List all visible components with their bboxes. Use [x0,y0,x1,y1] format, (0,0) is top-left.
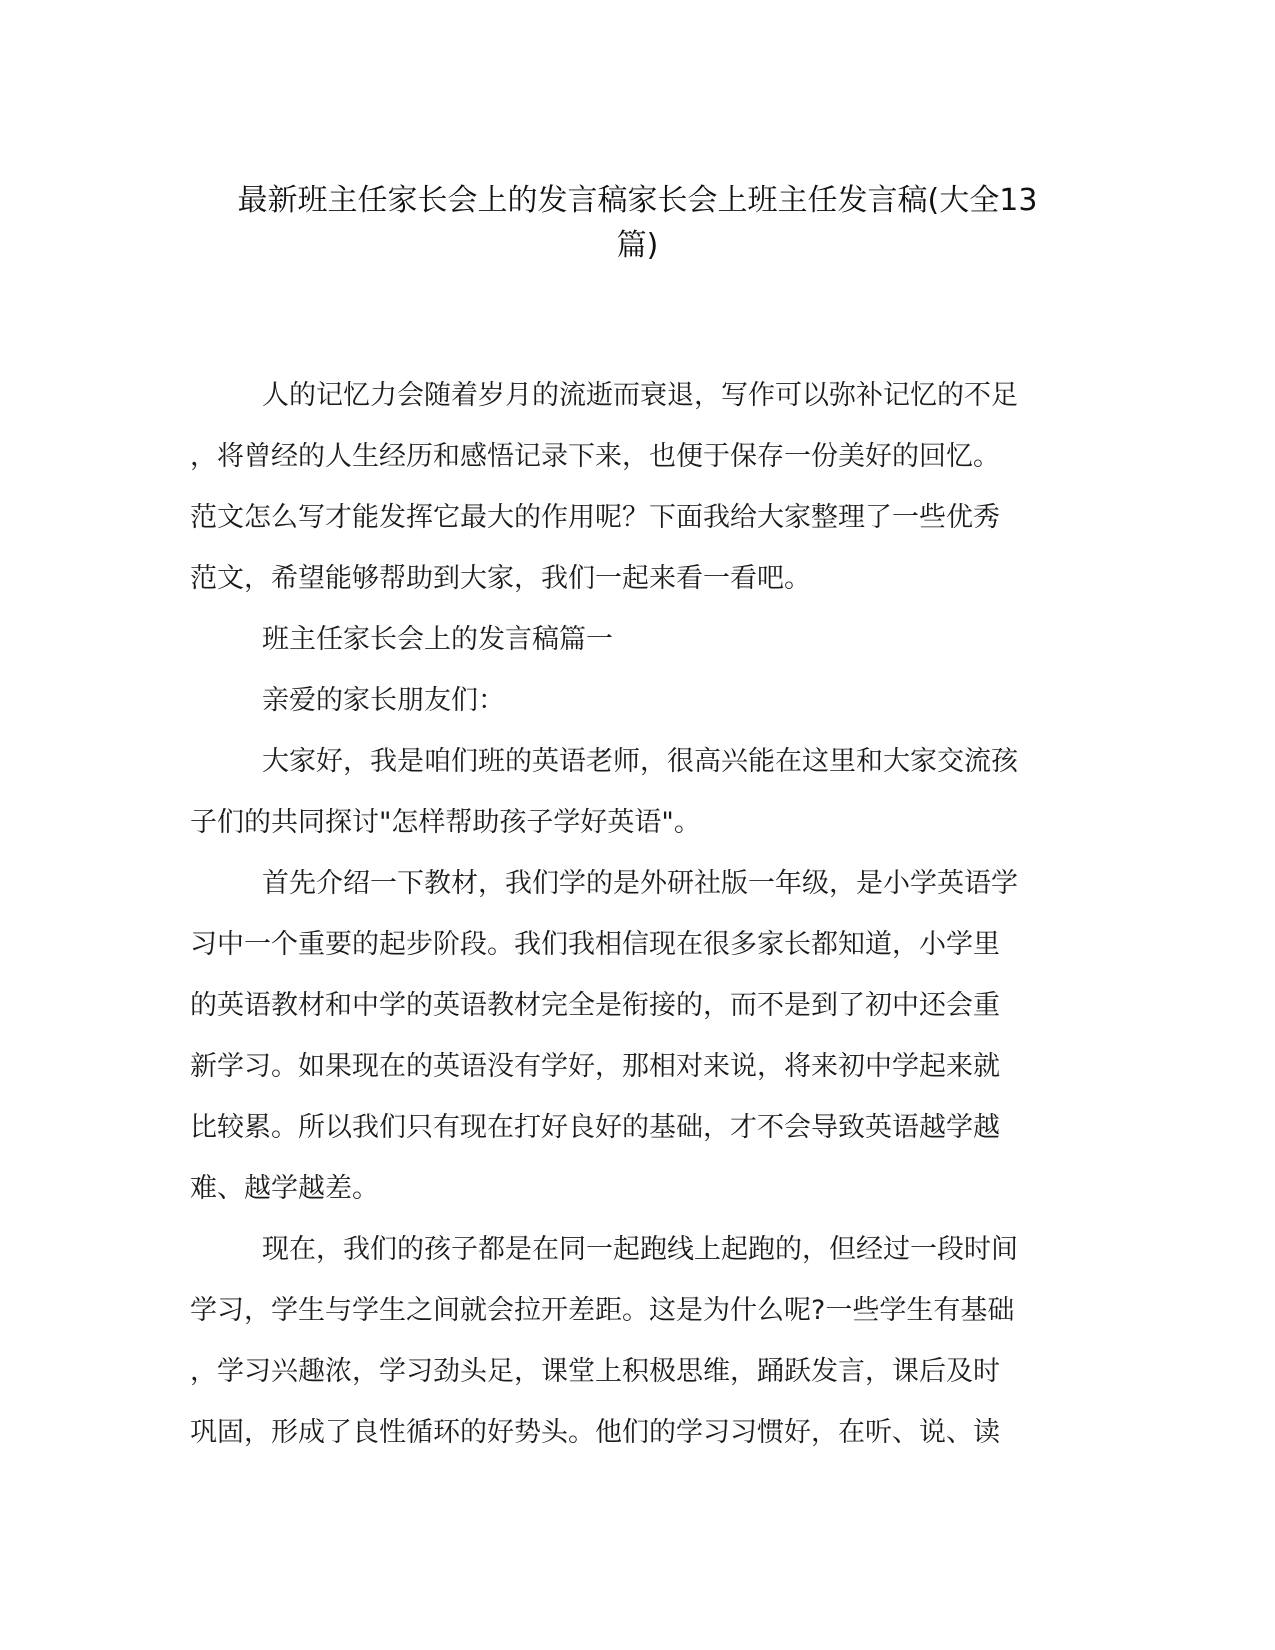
text-line: 新学习。如果现在的英语没有学好，那相对来说，将来初中学起来就 [190,1051,1000,1082]
text-line: 学习，学生与学生之间就会拉开差距。这是为什么呢?一些学生有基础 [190,1295,1015,1326]
text-line: ，学习兴趣浓，学习劲头足，课堂上积极思维，踊跃发言，课后及时 [190,1356,1000,1387]
document-title [150,178,1125,268]
text-line: ，将曾经的人生经历和感悟记录下来，也便于保存一份美好的回忆。 [190,441,1000,472]
text-line: 比较累。所以我们只有现在打好良好的基础，才不会导致英语越学越 [190,1112,1000,1143]
text-line: 的英语教材和中学的英语教材完全是衔接的，而不是到了初中还会重 [190,990,1000,1021]
title-line-1: 最新班主任家长会上的发言稿家长会上班主任发言稿(大全13 [237,183,1038,218]
text-line: 巩固，形成了良性循环的好势头。他们的学习习惯好，在听、说、读 [190,1417,1000,1448]
text-line: 范文怎么写才能发挥它最大的作用呢？下面我给大家整理了一些优秀 [190,502,1000,533]
text-line: 现在，我们的孩子都是在同一起跑线上起跑的，但经过一段时间 [262,1234,1018,1265]
text-line: 首先介绍一下教材，我们学的是外研社版一年级，是小学英语学 [262,868,1018,899]
section-heading: 班主任家长会上的发言稿篇一 [262,624,613,655]
text-line: 大家好，我是咱们班的英语老师，很高兴能在这里和大家交流孩 [262,746,1018,777]
salutation: 亲爱的家长朋友们： [262,685,505,716]
title-line-2: 篇) [616,228,659,263]
document-body [190,365,1090,1463]
text-line: 人的记忆力会随着岁月的流逝而衰退，写作可以弥补记忆的不足 [262,380,1018,411]
text-line: 范文，希望能够帮助到大家，我们一起来看一看吧。 [190,563,811,594]
text-line: 难、越学越差。 [190,1173,379,1204]
text-line: 习中一个重要的起步阶段。我们我相信现在很多家长都知道，小学里 [190,929,1000,960]
text-line: 子们的共同探讨"怎样帮助孩子学好英语"。 [190,807,701,838]
